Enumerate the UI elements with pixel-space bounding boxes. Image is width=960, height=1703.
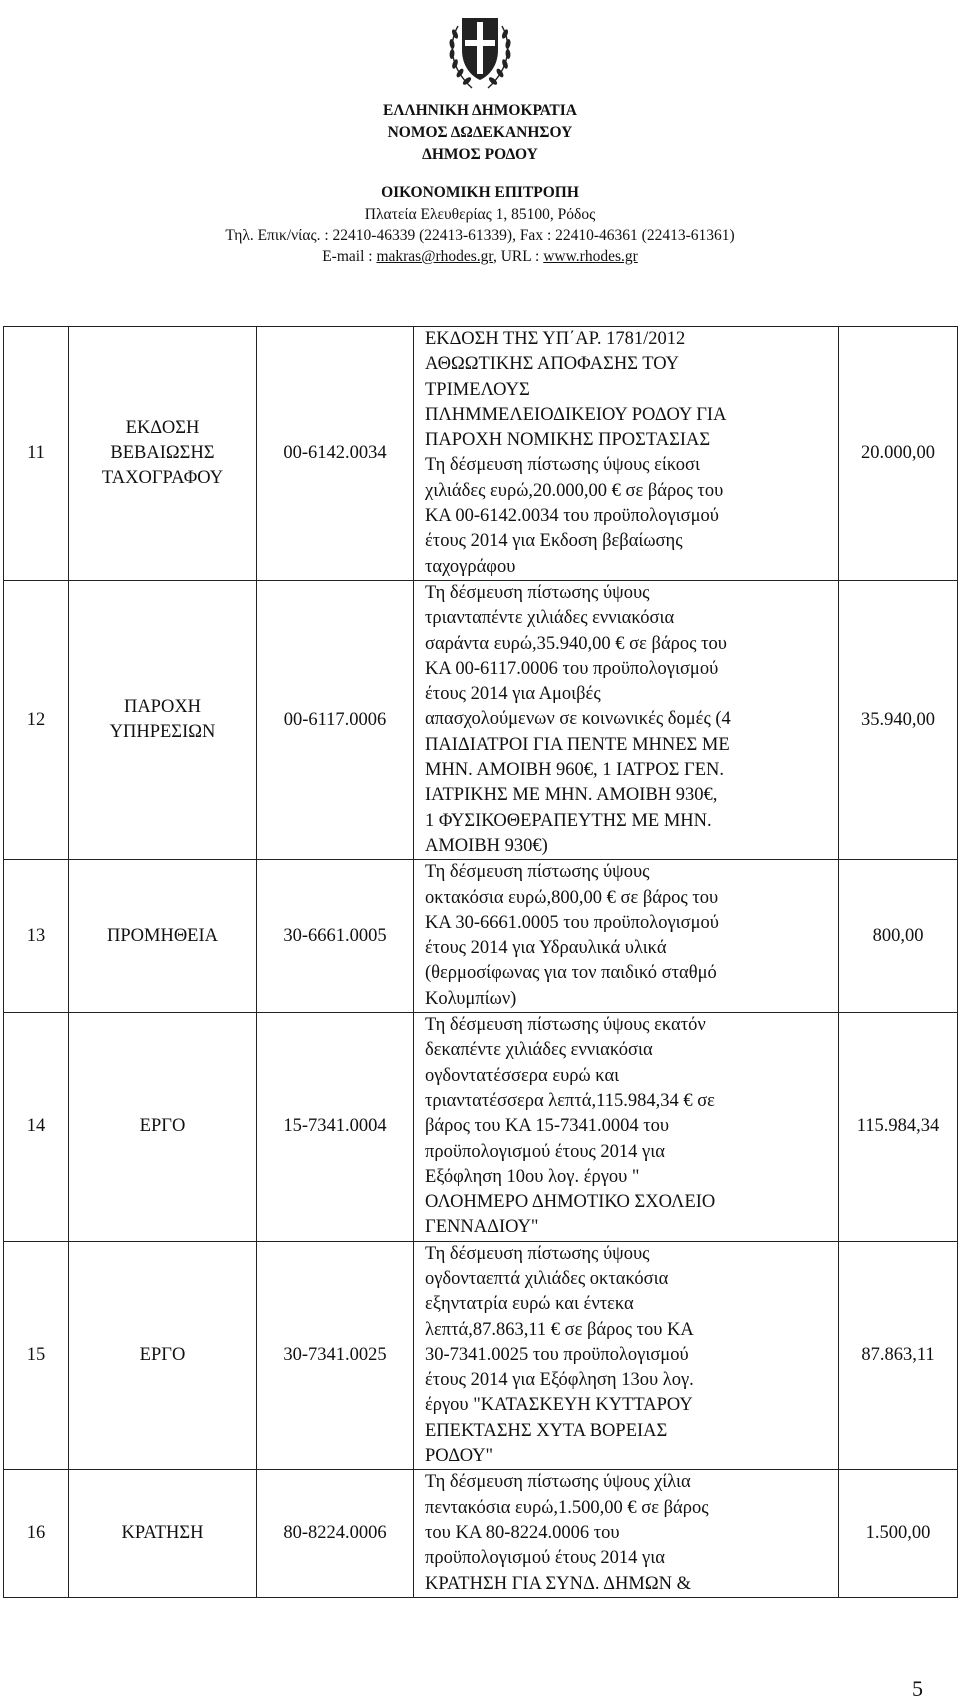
row-amount: 87.863,11 <box>839 1241 958 1470</box>
description-line: τριαντατέσσερα λεπτά,115.984,34 € σε <box>425 1090 715 1111</box>
description-line: Τη δέσμευση πίστωσης ύψους είκοσι <box>425 455 700 476</box>
description-line: Τη δέσμευση πίστωσης ύψους εκατόν <box>425 1015 706 1036</box>
description-line: έτους 2014 για Αμοιβές <box>425 684 601 705</box>
description-line: βάρος του ΚΑ 15-7341.0004 του <box>425 1116 670 1137</box>
description-line: ταχογράφου <box>425 556 516 577</box>
row-number: 14 <box>4 1013 69 1242</box>
header-phone: Τηλ. Επικ/νίας. : 22410-46339 (22413-61339), Fax : 22410-46361 (22413-61361) <box>225 227 735 244</box>
description-line: ΙΑΤΡΙΚΗΣ ΜΕ ΜΗΝ. ΑΜΟΙΒΗ 930€, <box>425 785 718 806</box>
description-line: έργου "ΚΑΤΑΣΚΕΥΗ ΚΥΤΤΑΡΟΥ <box>425 1395 693 1416</box>
greek-coat-of-arms-icon <box>444 4 516 96</box>
description-line: Εξόφληση 10ου λογ. έργου " <box>425 1166 640 1187</box>
description-line: λεπτά,87.863,11 € σε βάρος του ΚΑ <box>425 1319 694 1340</box>
description-line: ΑΘΩΩΤΙΚΗΣ ΑΠΟΦΑΣΗΣ ΤΟΥ <box>425 354 680 375</box>
url-label: , URL : <box>492 248 544 265</box>
row-number: 15 <box>4 1241 69 1470</box>
row-description <box>414 860 839 1013</box>
row-budget-code: 00-6117.0006 <box>257 580 414 859</box>
row-description <box>414 1470 839 1597</box>
row-description <box>414 327 839 581</box>
table-row <box>4 580 958 859</box>
description-line: ΜΗΝ. ΑΜΟΙΒΗ 960€, 1 ΙΑΤΡΟΣ ΓΕΝ. <box>425 760 724 781</box>
table-row <box>4 1241 958 1470</box>
description-line: δεκαπέντε χιλιάδες εννιακόσια <box>425 1040 653 1061</box>
description-line: ΚΑ 00-6117.0006 του προϋπολογισμού <box>425 658 719 679</box>
category-line: ΤΑΧΟΓΡΑΦΟΥ <box>101 467 224 488</box>
description-line: έτους 2014 για Εκδοση βεβαίωσης <box>425 531 683 552</box>
category-line: ΠΡΟΜΗΘΕΙΑ <box>107 925 218 946</box>
description-line: (θερμοσίφωνας για τον παιδικό σταθμό <box>425 963 717 984</box>
description-line: Τη δέσμευση πίστωσης ύψους <box>425 862 650 883</box>
description-line: ΠΛΗΜΜΕΛΕΙΟΔΙΚΕΙΟΥ ΡΟΔΟΥ ΓΙΑ <box>425 404 727 425</box>
description-line: προϋπολογισμού έτους 2014 για <box>425 1141 665 1162</box>
description-line: χιλιάδες ευρώ,20.000,00 € σε βάρος του <box>425 480 724 501</box>
description-line: ΟΛΟΗΜΕΡΟ ΔΗΜΟΤΙΚΟ ΣΧΟΛΕΙΟ <box>425 1192 716 1213</box>
row-amount: 20.000,00 <box>839 327 958 581</box>
row-category <box>69 580 257 859</box>
description-line: έτους 2014 για Υδραυλικά υλικά <box>425 938 667 959</box>
description-line: τριανταπέντε χιλιάδες εννιακόσια <box>425 608 675 629</box>
row-number: 16 <box>4 1470 69 1597</box>
header-line-state: ΕΛΛΗΝΙΚΗ ΔΗΜΟΚΡΑΤΙΑ <box>383 102 577 119</box>
row-category <box>69 327 257 581</box>
description-line: ΕΚΔΟΣΗ ΤΗΣ ΥΠ΄ΑΡ. 1781/2012 <box>425 329 686 349</box>
description-line: 30-7341.0025 του προϋπολογισμού <box>425 1344 689 1365</box>
table-row <box>4 1470 958 1597</box>
description-line: ΠΑΡΟΧΗ ΝΟΜΙΚΗΣ ΠΡΟΣΤΑΣΙΑΣ <box>425 430 711 451</box>
description-line: προϋπολογισμού έτους 2014 για <box>425 1548 665 1569</box>
row-number: 13 <box>4 860 69 1013</box>
description-line: ΡΟΔΟΥ" <box>425 1446 494 1467</box>
category-line: ΚΡΑΤΗΣΗ <box>121 1523 204 1544</box>
description-line: οκτακόσια ευρώ,800,00 € σε βάρος του <box>425 887 719 908</box>
row-number: 12 <box>4 580 69 859</box>
email-link[interactable]: makras@rhodes.gr <box>376 248 493 265</box>
description-line: πεντακόσια ευρώ,1.500,00 € σε βάρος <box>425 1497 709 1518</box>
description-line: απασχολούμενων σε κοινωνικές δομές (4 <box>425 709 731 730</box>
row-budget-code: 15-7341.0004 <box>257 1013 414 1242</box>
description-line: ΕΠΕΚΤΑΣΗΣ ΧΥΤΑ ΒΟΡΕΙΑΣ <box>425 1420 668 1441</box>
page-number: 5 <box>912 1676 923 1701</box>
description-line: ΑΜΟΙΒΗ 930€) <box>425 835 548 856</box>
row-description <box>414 1241 839 1470</box>
description-line: Κολυμπίων) <box>425 988 517 1009</box>
header-contact <box>0 246 960 268</box>
url-link[interactable]: www.rhodes.gr <box>543 248 638 265</box>
row-category <box>69 1470 257 1597</box>
description-line: του ΚΑ 80-8224.0006 του <box>425 1522 620 1543</box>
description-line: σαράντα ευρώ,35.940,00 € σε βάρος του <box>425 633 727 654</box>
row-amount: 35.940,00 <box>839 580 958 859</box>
table-row <box>4 327 958 581</box>
row-description <box>414 580 839 859</box>
category-line: ΒΕΒΑΙΩΣΗΣ <box>110 442 215 463</box>
row-category <box>69 860 257 1013</box>
row-amount: 1.500,00 <box>839 1470 958 1597</box>
header-address: Πλατεία Ελευθερίας 1, 85100, Ρόδος <box>364 206 596 223</box>
row-budget-code: 30-7341.0025 <box>257 1241 414 1470</box>
category-line: ΠΑΡΟΧΗ <box>123 697 202 718</box>
row-budget-code: 80-8224.0006 <box>257 1470 414 1597</box>
row-budget-code: 00-6142.0034 <box>257 327 414 581</box>
row-budget-code: 30-6661.0005 <box>257 860 414 1013</box>
email-label: E-mail : <box>322 248 377 265</box>
description-line: ΠΑΙΔΙΑΤΡΟΙ ΓΙΑ ΠΕΝΤΕ ΜΗΝΕΣ ΜΕ <box>425 734 730 755</box>
row-amount: 800,00 <box>839 860 958 1013</box>
budget-commitments-table <box>3 326 958 1598</box>
category-line: ΕΡΓΟ <box>139 1116 186 1137</box>
description-line: 1 ΦΥΣΙΚΟΘΕΡΑΠΕΥΤΗΣ ΜΕ ΜΗΝ. <box>425 810 712 831</box>
description-line: εξηντατρία ευρώ και έντεκα <box>425 1294 634 1315</box>
header-committee: ΟΙΚΟΝΟΜΙΚΗ ΕΠΙΤΡΟΠΗ <box>381 184 579 201</box>
header-line-prefecture: ΝΟΜΟΣ ΔΩΔΕΚΑΝΗΣΟΥ <box>387 124 573 141</box>
description-line: ΚΡΑΤΗΣΗ ΓΙΑ ΣΥΝΔ. ΔΗΜΩΝ & <box>425 1573 691 1594</box>
category-line: ΕΚΔΟΣΗ <box>125 417 200 438</box>
description-line: ογδονταεπτά χιλιάδες οκτακόσια <box>425 1268 669 1289</box>
table-row <box>4 1013 958 1242</box>
description-line: ΓΕΝΝΑΔΙΟΥ" <box>425 1217 539 1238</box>
description-line: Τη δέσμευση πίστωσης ύψους χίλια <box>425 1472 691 1493</box>
row-number: 11 <box>4 327 69 581</box>
description-line: ΚΑ 30-6661.0005 του προϋπολογισμού <box>425 912 719 933</box>
row-category <box>69 1241 257 1470</box>
description-line: Τη δέσμευση πίστωσης ύψους <box>425 1243 650 1264</box>
header-line-municipality: ΔΗΜΟΣ ΡΟΔΟΥ <box>422 146 538 163</box>
description-line: Τη δέσμευση πίστωσης ύψους <box>425 582 650 603</box>
description-line: ΤΡΙΜΕΛΟΥΣ <box>425 379 530 400</box>
table-row <box>4 860 958 1013</box>
category-line: ΕΡΓΟ <box>139 1345 186 1366</box>
row-category <box>69 1013 257 1242</box>
row-description <box>414 1013 839 1242</box>
description-line: ΚΑ 00-6142.0034 του προϋπολογισμού <box>425 506 719 527</box>
category-line: ΥΠΗΡΕΣΙΩΝ <box>109 722 216 743</box>
description-line: ογδοντατέσσερα ευρώ και <box>425 1065 620 1086</box>
row-amount: 115.984,34 <box>839 1013 958 1242</box>
description-line: έτους 2014 για Εξόφληση 13ου λογ. <box>425 1370 694 1391</box>
